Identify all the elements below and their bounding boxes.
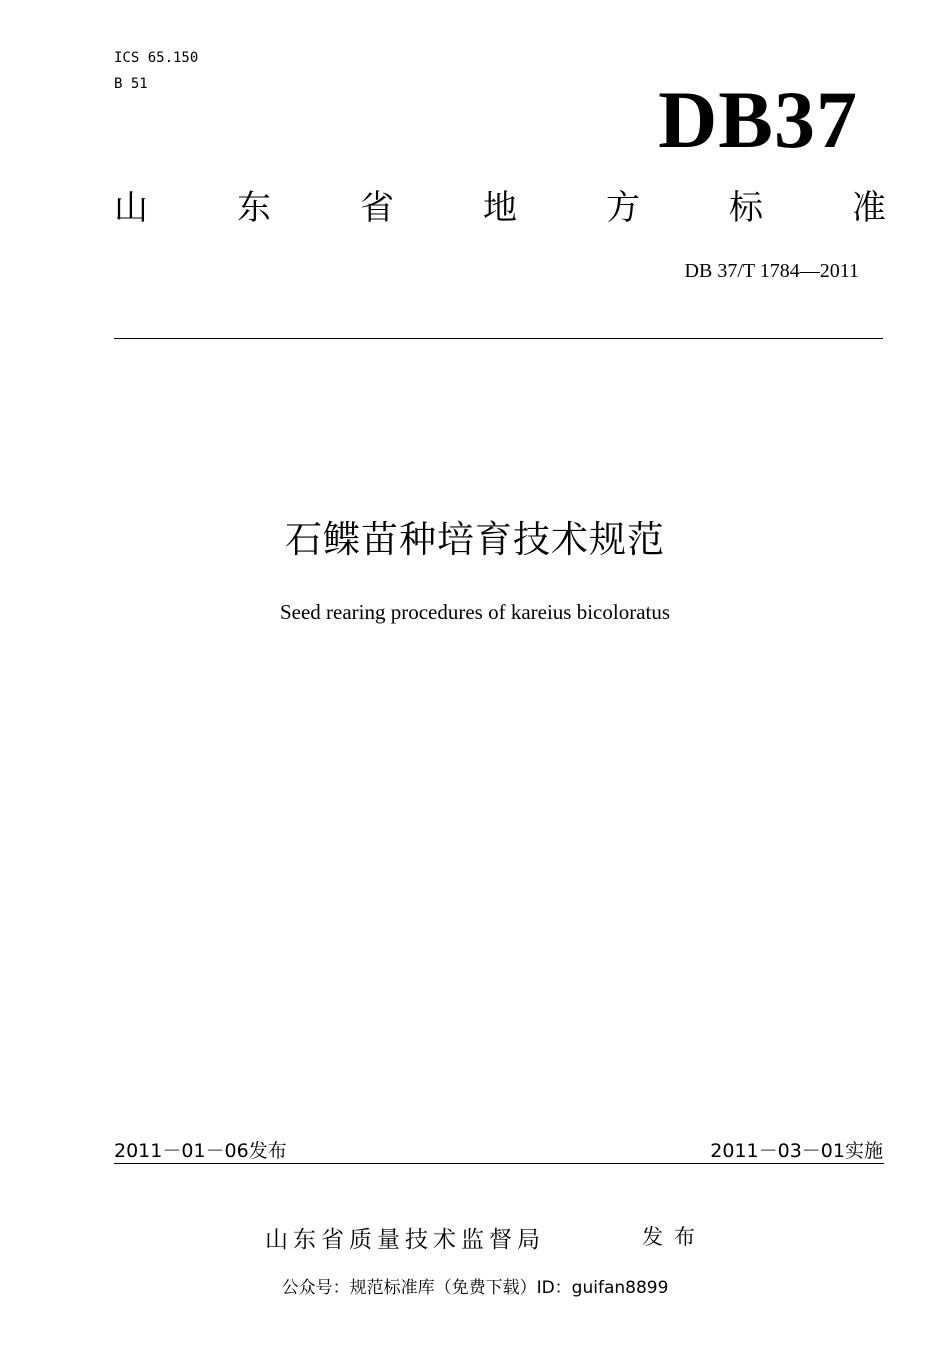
standard-number: DB 37/T 1784—2011 bbox=[684, 260, 859, 282]
footer-note: 公众号：规范标准库（免费下载）ID：guifan8899 bbox=[281, 1278, 669, 1298]
document-title-chinese: 石鲽苗种培育技术规范 bbox=[285, 518, 665, 561]
standard-type-char: 山 bbox=[114, 188, 148, 228]
standard-type-char: 省 bbox=[360, 188, 394, 228]
standard-type-heading bbox=[114, 186, 886, 230]
document-title-english: Seed rearing procedures of kareius bicoloratus bbox=[279, 600, 671, 624]
ics-code: ICS 65.150 bbox=[114, 50, 199, 66]
standard-type-char: 准 bbox=[852, 188, 886, 228]
issuing-authority: 山东省质量技术监督局 bbox=[265, 1227, 545, 1253]
standard-type-char: 标 bbox=[729, 188, 763, 228]
top-divider bbox=[114, 338, 883, 339]
bottom-divider bbox=[114, 1163, 884, 1164]
ccs-code: B 51 bbox=[114, 76, 148, 92]
standard-type-char: 东 bbox=[237, 188, 271, 228]
publish-date: 2011－01－06发布 bbox=[114, 1140, 287, 1162]
implementation-date: 2011－03－01实施 bbox=[710, 1140, 883, 1162]
issue-label: 发布 bbox=[642, 1225, 706, 1249]
db-code-mark: DB37 bbox=[658, 74, 858, 165]
standard-type-char: 方 bbox=[606, 188, 640, 228]
standard-type-char: 地 bbox=[483, 188, 517, 228]
